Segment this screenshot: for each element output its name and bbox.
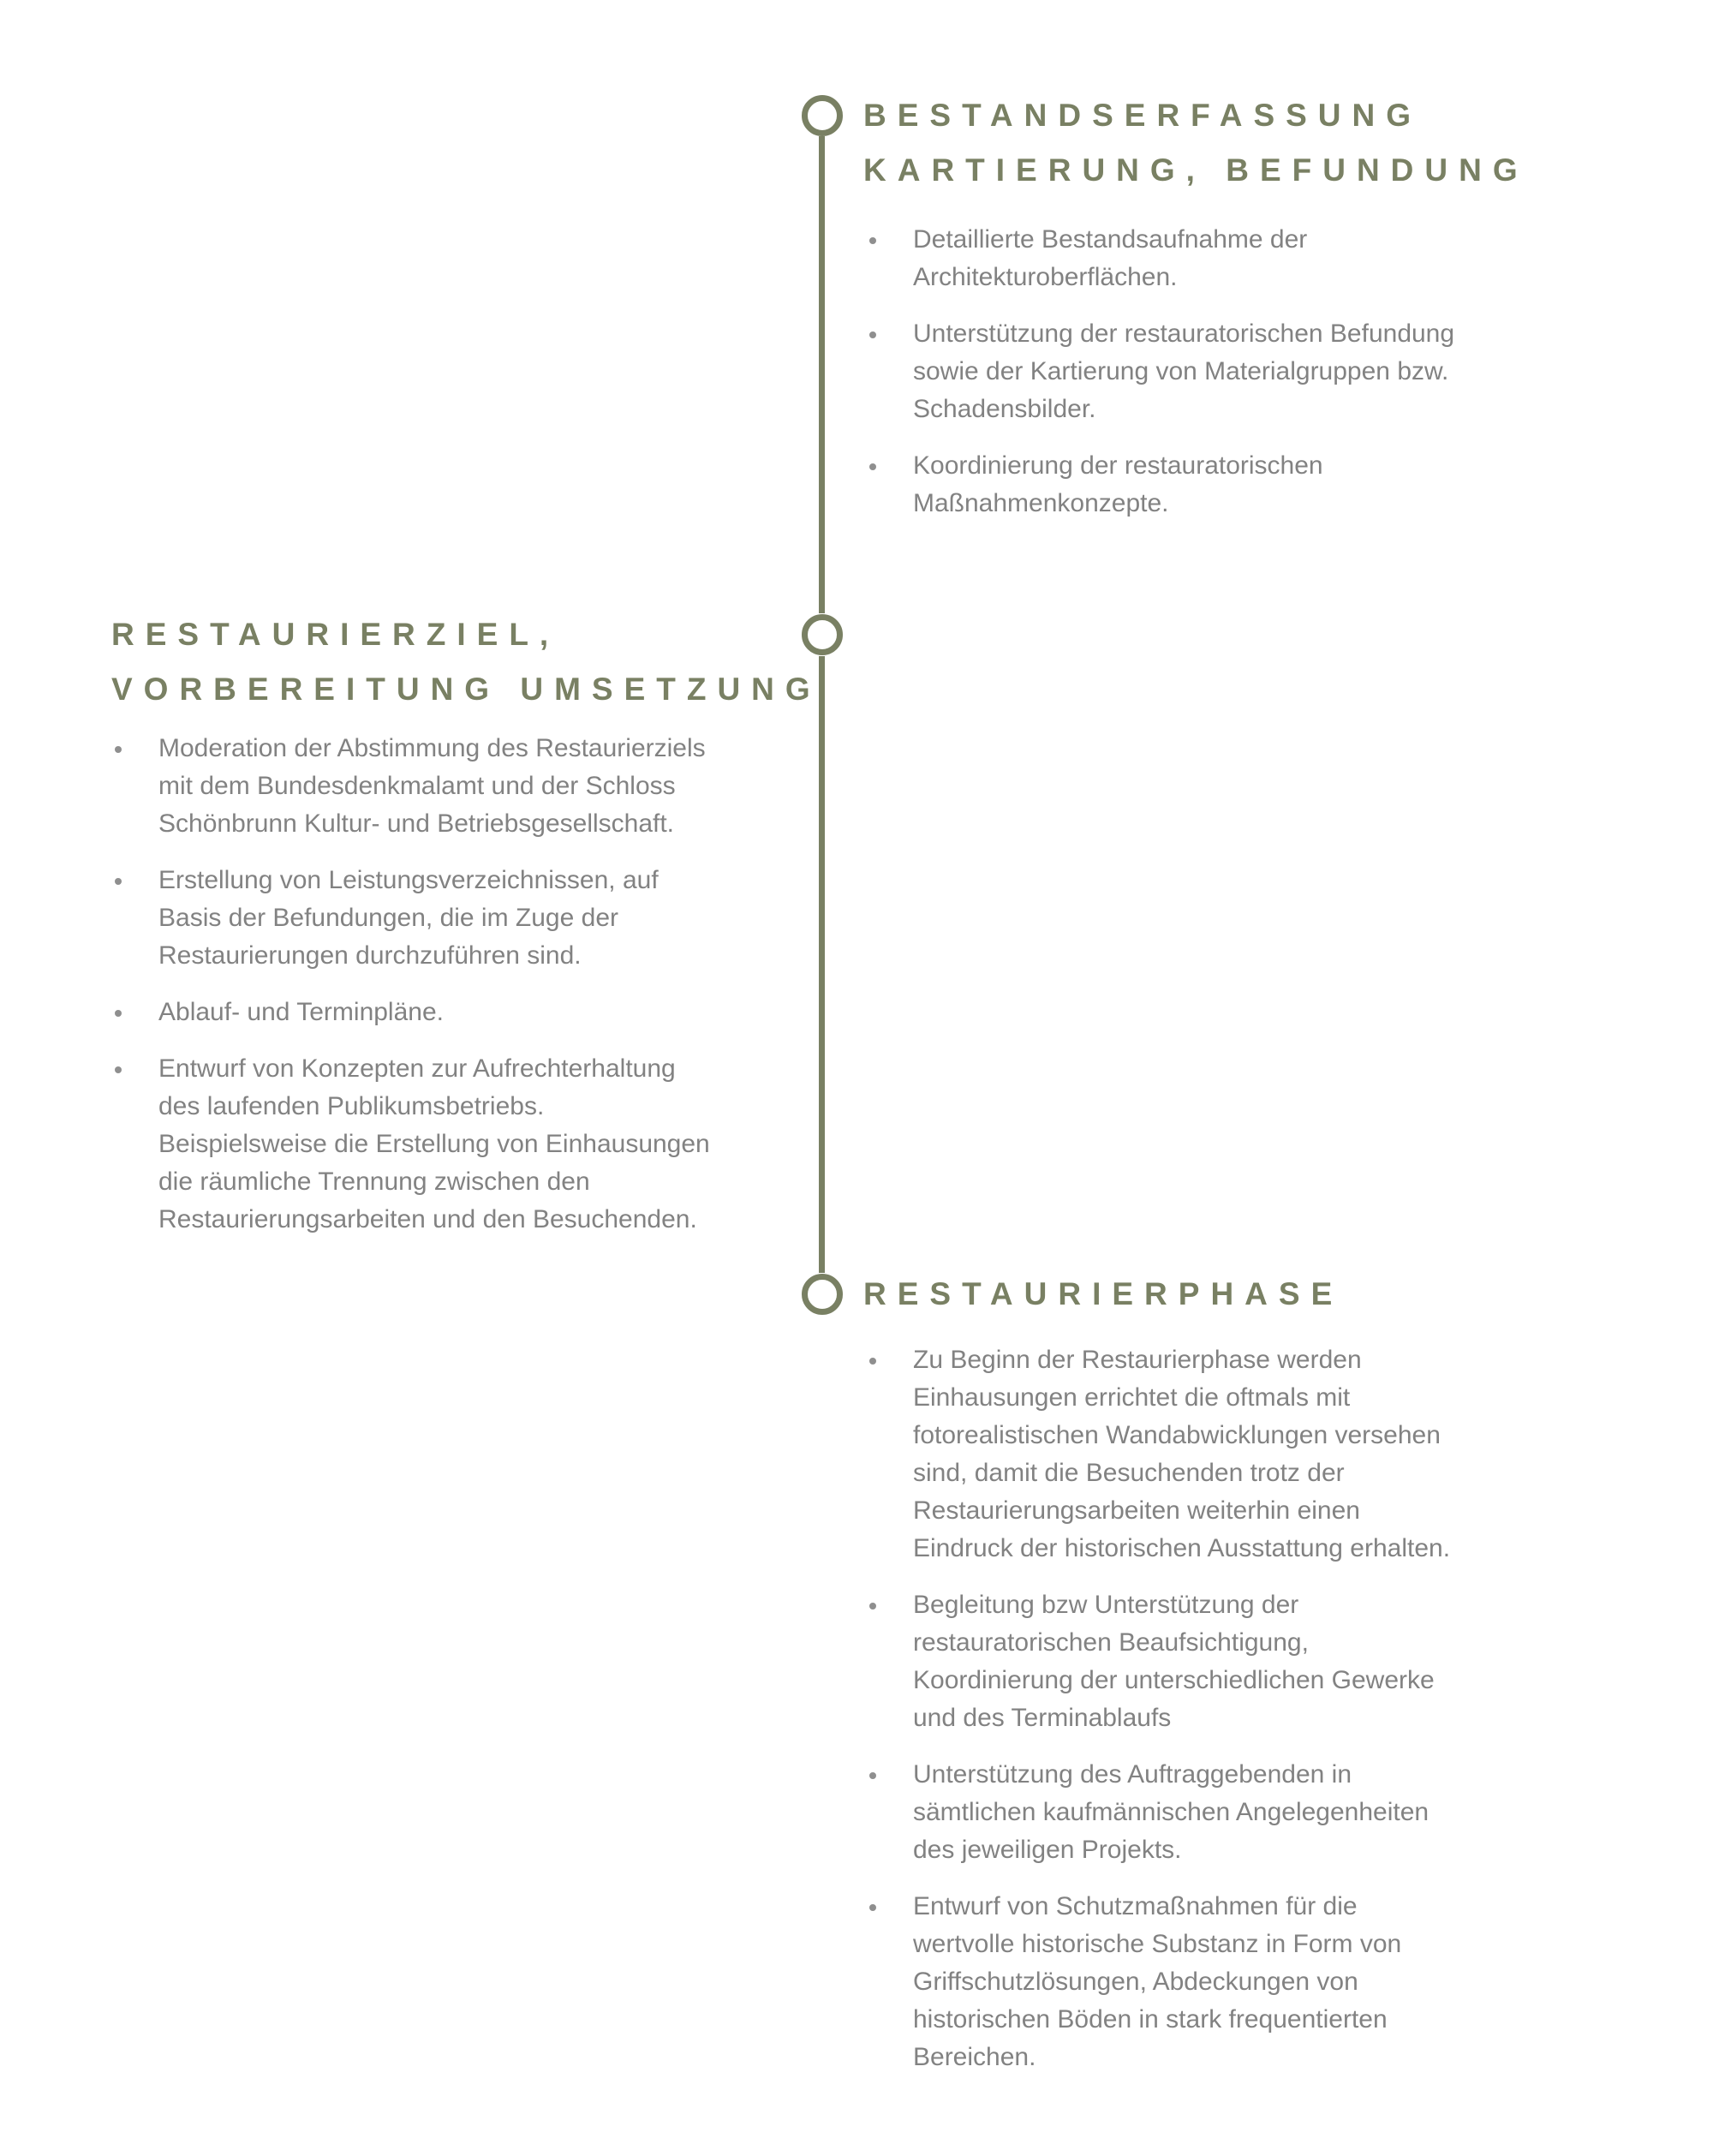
timeline-line-segment-bottom (819, 656, 825, 1273)
bullet-item (863, 315, 1463, 428)
bullet-item (111, 1050, 711, 1239)
bullet-text: Moderation der Abstimmung des Restaurierziels mit dem Bundesdenkmalamt und der Schloss Schönbrunn Kultur- und Betriebsgesellschaft. (158, 734, 706, 838)
bullet-item (863, 221, 1463, 296)
section-title-line: VORBEREITUNG UMSETZUNG (111, 672, 821, 707)
bullet-text: Entwurf von Schutzmaßnahmen für die wertvolle historische Substanz in Form von Griffschutzlösungen, Abdeckungen von historischen Böden in stark frequentierten Bereichen. (913, 1892, 1402, 2071)
bullet-list-restaurierphase (863, 1341, 1463, 2076)
bullet-item (863, 1586, 1463, 1737)
bullet-item (863, 447, 1463, 523)
section-title-bestandserfassung (863, 88, 1529, 198)
bullet-item (111, 994, 711, 1031)
bullet-text: Entwurf von Konzepten zur Aufrechterhaltung des laufenden Publikumsbetriebs. Beispielsweise die Erstellung von Einhausungen die räumliche Trennung zwischen den Restaurierungsarbeiten und den Besuchenden. (158, 1054, 710, 1233)
bullet-text: Detaillierte Bestandsaufnahme der Architekturoberflächen. (913, 225, 1308, 291)
bullet-item (863, 1756, 1463, 1869)
section-title-line: KARTIERUNG, BEFUNDUNG (863, 152, 1529, 188)
bullet-text: Koordinierung der restauratorischen Maßnahmenkonzepte. (913, 451, 1323, 517)
bullet-text: Begleitung bzw Unterstützung der restauratorischen Beaufsichtigung, Koordinierung der unterschiedlichen Gewerke und des Terminablaufs (913, 1591, 1435, 1732)
bullet-dot-icon (869, 1603, 876, 1610)
bullet-text: Unterstützung der restauratorischen Befundung sowie der Kartierung von Materialgruppen bzw. Schadensbilder. (913, 320, 1455, 423)
bullet-text: Zu Beginn der Restaurierphase werden Einhausungen errichtet die oftmals mit fotorealistischen Wandabwicklungen versehen sind, damit die Besuchenden trotz der Restaurierungsarbeiten weiterhin einen Eindruck der historischen Ausstattung erhalten. (913, 1346, 1451, 1562)
timeline-node-circle-icon (802, 95, 843, 136)
bullet-item (863, 1888, 1463, 2076)
section-title-line: BESTANDSERFASSUNG (863, 98, 1423, 133)
bullet-text: Ablauf- und Terminpläne. (158, 998, 444, 1026)
bullet-dot-icon (115, 1010, 122, 1017)
bullet-dot-icon (115, 1066, 122, 1073)
bullet-dot-icon (869, 237, 876, 244)
bullet-text: Erstellung von Leistungsverzeichnissen, auf Basis der Befundungen, die im Zuge der Restaurierungen durchzuführen sind. (158, 866, 659, 970)
bullet-dot-icon (869, 1358, 876, 1365)
bullet-list-restaurierziel (111, 730, 711, 1239)
section-title-line: RESTAURIERPHASE (863, 1276, 1344, 1311)
bullet-item (111, 862, 711, 975)
bullet-dot-icon (869, 1904, 876, 1911)
bullet-dot-icon (115, 746, 122, 753)
bullet-dot-icon (869, 463, 876, 470)
section-title-line: RESTAURIERZIEL, (111, 617, 560, 652)
section-title-restaurierphase (863, 1267, 1343, 1322)
timeline-node-circle-icon (802, 1274, 843, 1315)
bullet-dot-icon (869, 1772, 876, 1779)
section-title-restaurierziel (111, 607, 821, 717)
bullet-list-bestandserfassung (863, 221, 1463, 523)
timeline-line-segment-top (819, 136, 825, 613)
bullet-dot-icon (115, 878, 122, 885)
bullet-dot-icon (869, 331, 876, 338)
bullet-text: Unterstützung des Auftraggebenden in sämtlichen kaufmännischen Angelegenheiten des jeweiligen Projekts. (913, 1760, 1429, 1864)
bullet-item (863, 1341, 1463, 1568)
bullet-item (111, 730, 711, 843)
